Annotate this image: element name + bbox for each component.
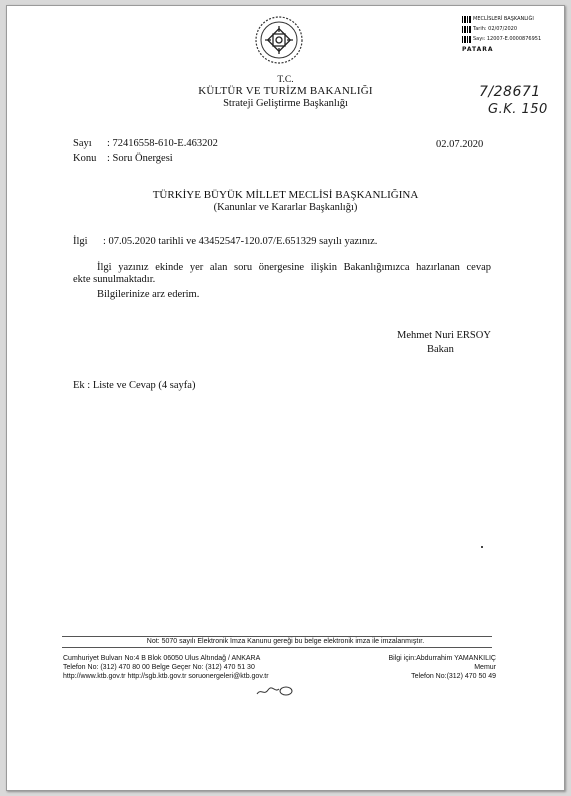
contact-role: Memur: [474, 664, 496, 671]
stamp-line-2: Tarih: 02/07/2020: [473, 26, 517, 32]
handwritten-code: G.K. 150: [488, 102, 548, 117]
barcode-icon: [462, 16, 471, 23]
body-paragraph-line-1: İlgi yazınız ekinde yer alan soru önergesine ilişkin Bakanlığımızca hazırlanan cevap: [97, 262, 491, 273]
department-name: Strateji Geliştirme Başkanlığı: [223, 98, 348, 109]
recipient-subtitle: (Kanunlar ve Kararlar Başkanlığı): [213, 202, 358, 213]
barcode-icon: [462, 26, 471, 33]
konu-label: Konu: [73, 153, 97, 164]
signatory-title: Bakan: [427, 344, 454, 355]
body-paragraph-line-2: ekte sunulmaktadır.: [73, 274, 156, 285]
ministry-emblem-icon: [254, 15, 304, 65]
footer-web: http://www.ktb.gov.tr http://sgb.ktb.gov.tr soruonergeleri@ktb.gov.tr: [63, 673, 269, 680]
konu-value: : Soru Önergesi: [107, 153, 173, 164]
closing-sentence: Bilgilerinize arz ederim.: [97, 289, 200, 300]
handwritten-number: 7/28671: [479, 84, 541, 100]
footer-address: Cumhuriyet Bulvarı No:4 B Blok 06050 Ulus Altındağ / ANKARA: [63, 655, 261, 662]
document-page: [6, 5, 565, 791]
contact-person: Bilgi için:Abdurrahim YAMANKILIÇ: [388, 655, 496, 662]
barcode-icon: [462, 36, 471, 43]
attachment-line: Ek : Liste ve Cevap (4 sayfa): [73, 380, 196, 391]
ministry-name: KÜLTÜR VE TURİZM BAKANLIĞI: [198, 85, 373, 97]
recipient-title: TÜRKİYE BÜYÜK MİLLET MECLİSİ BAŞKANLIĞINA: [152, 189, 419, 201]
footer-phone: Telefon No: (312) 470 80 00 Belge Geçer No: (312) 470 51 30: [63, 664, 255, 671]
registry-stamp: [462, 14, 558, 56]
handwritten-initial-mark: [255, 684, 295, 698]
contact-phone: Telefon No:(312) 470 50 49: [411, 673, 496, 680]
country-label: T.C.: [277, 75, 294, 85]
stamp-line-1: MECLİSLERİ BAŞKANLIĞI: [473, 16, 534, 22]
scan-dot: [481, 546, 483, 548]
footer-rule-bottom: [62, 647, 492, 648]
sayi-value: : 72416558-610-E.463202: [107, 138, 218, 149]
document-date: 02.07.2020: [436, 139, 484, 150]
ilgi-value: : 07.05.2020 tarihli ve 43452547-120.07/E.651329 sayılı yazınız.: [103, 236, 378, 247]
e-signature-note: Not: 5070 sayılı Elektronik İmza Kanunu gereği bu belge elektronik imza ile imzalanmıştır.: [146, 638, 425, 645]
stamp-line-4: PATARA: [462, 46, 494, 53]
signatory-name: Mehmet Nuri ERSOY: [397, 330, 491, 341]
sayi-label: Sayı: [73, 138, 92, 149]
ilgi-label: İlgi: [73, 236, 88, 247]
stamp-line-3: Sayı: 12007-E.0000876951: [473, 36, 542, 42]
